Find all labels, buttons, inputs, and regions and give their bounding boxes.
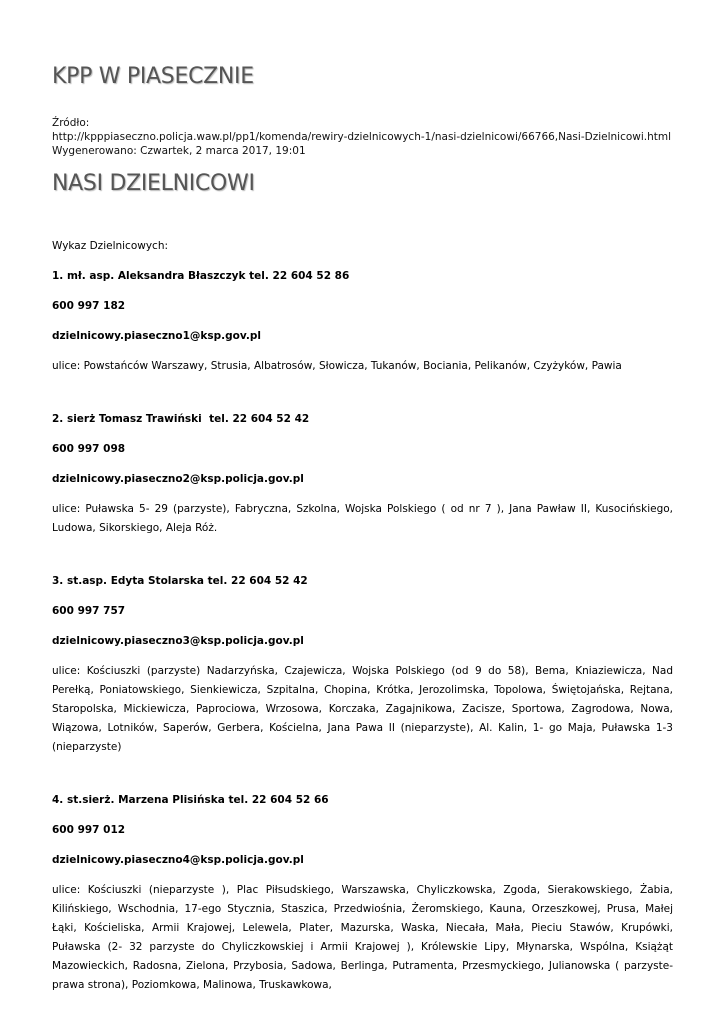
officer-entry-1 — [52, 267, 673, 376]
source-label: Źródło: — [52, 117, 90, 129]
intro-text: Wykaz Dzielnicowych: — [52, 240, 169, 252]
site-title: KPP W PIASECZNIE — [52, 64, 254, 89]
officer-streets: ulice: Powstańców Warszawy, Strusia, Albatrosów, Słowicza, Tukanów, Bociania, Pelikanów, Czyżyków, Pawia — [52, 360, 622, 372]
page-title: NASI DZIELNICOWI — [52, 171, 255, 196]
officer-mobile: 600 997 012 — [52, 824, 126, 836]
officer-entry-4 — [52, 791, 673, 995]
officer-header: 4. st.sierż. Marzena Plisińska tel. 22 604 52 66 — [52, 794, 329, 806]
source-url[interactable]: http://kpppiaseczno.policja.waw.pl/pp1/komenda/rewiry-dzielnicowych-1/nasi-dzielnicowi/66766,Nasi-Dzielnicowi.html — [52, 131, 672, 143]
officer-email[interactable]: dzielnicowy.piaseczno2@ksp.policja.gov.pl — [52, 473, 304, 485]
officer-mobile: 600 997 098 — [52, 443, 126, 455]
source-meta — [52, 116, 671, 158]
officer-email[interactable]: dzielnicowy.piaseczno3@ksp.policja.gov.pl — [52, 635, 304, 647]
officer-header: 1. mł. asp. Aleksandra Błaszczyk tel. 22 604 52 86 — [52, 270, 350, 282]
officer-streets: ulice: Puławska 5- 29 (parzyste), Fabryczna, Szkolna, Wojska Polskiego ( od nr 7 ), Jana Pawław II, Kusocińskiego, Ludowa, Sikorskiego, Aleja Róż. — [52, 503, 673, 534]
officer-mobile: 600 997 182 — [52, 300, 126, 312]
article-content — [52, 237, 673, 1029]
generated-date: Wygenerowano: Czwartek, 2 marca 2017, 19:01 — [52, 145, 306, 157]
officer-entry-3 — [52, 572, 673, 757]
officer-header: 2. sierż Tomasz Trawiński tel. 22 604 52 42 — [52, 413, 310, 425]
officer-streets: ulice: Kościuszki (nieparzyste ), Plac Piłsudskiego, Warszawska, Chyliczkowska, Zgoda, Sierakowskiego, Żabia, Kilińskiego, Wschodnia, 17-ego Stycznia, Staszica, Przedwiośnia, Żeromskiego, Kauna, Orzeszkowej, Prusa, Małej Łąki, Kościeliska, Armii Krajowej, Lelewela, Plater, Mazurska, Waska, Niecała, Mała, Pieciu Stawów, Krupówki, Puławska (2- 32 parzyste do Chyliczkowskiej i Armii Krajowej ), Królewskie Lipy, Młynarska, Wspólna, Książąt Mazowieckich, Radosna, Zielona, Przybosia, Sadowa, Berlinga, Putramenta, Przesmyckiego, Julianowska ( parzyste- prawa strona), Poziomkowa, Malinowa, Truskawkowa, — [52, 884, 673, 991]
officer-mobile: 600 997 757 — [52, 605, 126, 617]
officer-header: 3. st.asp. Edyta Stolarska tel. 22 604 52 42 — [52, 575, 308, 587]
officer-entry-2 — [52, 410, 673, 538]
officer-email[interactable]: dzielnicowy.piaseczno1@ksp.gov.pl — [52, 330, 261, 342]
officer-email[interactable]: dzielnicowy.piaseczno4@ksp.policja.gov.pl — [52, 854, 304, 866]
officer-streets: ulice: Kościuszki (parzyste) Nadarzyńska, Czajewicza, Wojska Polskiego (od 9 do 58), Bema, Kniaziewicza, Nad Perełką, Poniatowskiego, Sienkiewicza, Szpitalna, Chopina, Krótka, Jerozolimska, Topolowa, Świętojańska, Rejtana, Staropolska, Mickiewicza, Paprociowa, Wrzosowa, Korczaka, Zagajnikowa, Zacisze, Sportowa, Zagrodowa, Nowa, Wiązowa, Lotników, Saperów, Gerbera, Kościelna, Jana Pawa II (nieparzyste), Al. Kalin, 1- go Maja, Puławska 1-3 (nieparzyste) — [52, 665, 673, 753]
